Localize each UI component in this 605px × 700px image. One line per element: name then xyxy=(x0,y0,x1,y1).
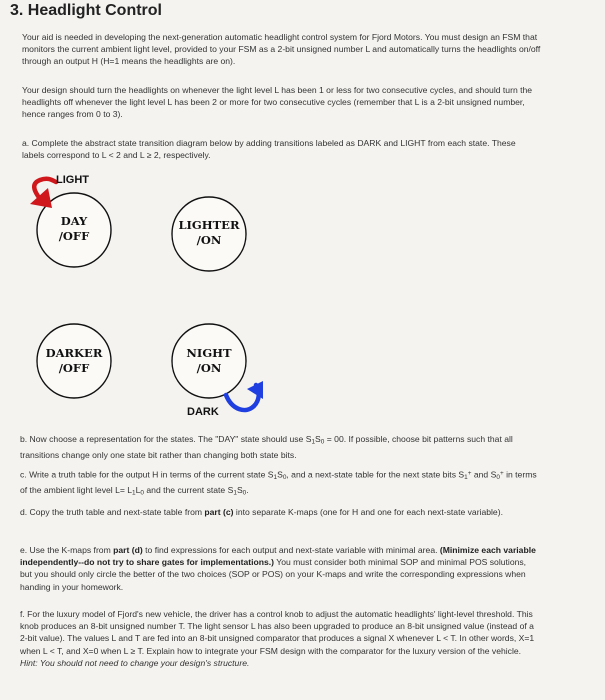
dark-transition-label: DARK xyxy=(187,406,219,418)
state-lighter-name: LIGHTER xyxy=(178,218,240,232)
state-lighter-output: /ON xyxy=(196,233,222,247)
state-night-output: /ON xyxy=(196,361,222,375)
part-a-text: a. Complete the abstract state transition diagram below by adding transitions labeled as DARK and LIGHT from each state. These labels correspond to L < 2 and L ≥ 2, respectively. xyxy=(22,138,516,161)
state-diagram xyxy=(0,168,605,430)
part-d-text: d. Copy the truth table and next-state table from part (c) into separate K-maps (one for H and one for each next-state variable). xyxy=(20,507,503,517)
part-c-text: c. Write a truth table for the output H in terms of the current state $S_1S_0$, and a next-state table for the next state bits $S_1^+$ and $S_0^+$ in terms of the ambient light level $L= L_1L_0$ and the current state $S_1S_0$. xyxy=(20,469,537,497)
state-darker-name: DARKER xyxy=(45,346,103,360)
state-night-name: NIGHT xyxy=(186,346,232,360)
intro-paragraph-1: Your aid is needed in developing the next-generation automatic headlight control system for Fjord Motors. You must design an FSM that monitors the current ambient light level, provided to your FSM as a 2-bit unsigned number L and automatically turns the headlights on/off through an output H (H=1 means the headlights are on). xyxy=(22,32,541,67)
intro-paragraph-2: Your design should turn the headlights on whenever the light level L has been 1 or less for two consecutive cycles, and should turn the headlights off whenever the light level L has been 2 or more for two consecutive cycles (remember that L is a 2-bit unsigned number, hence ranges from 0 to 3). xyxy=(22,85,533,120)
state-night xyxy=(172,324,246,398)
part-f-text: f. For the luxury model of Fjord's new vehicle, the driver has a control knob to adjust the automatic headlights' light-level threshold. This knob produces an 8-bit unsigned number T. The light sensor L has also been upgraded to produce an 8-bit unsigned value (instead of a 2-bit value). The values L and T are fed into an 8-bit unsigned comparator that produces a signal X whenever L < T. In other words, X=1 when L < T, and X=0 when L ≥ T. Explain how to integrate your FSM design with the comparator for the luxury version of the vehicle. Hint: You should not need to change your design's structure. xyxy=(20,609,535,668)
state-darker xyxy=(37,324,111,398)
state-darker-output: /OFF xyxy=(58,361,90,375)
state-day-output: /OFF xyxy=(58,229,90,243)
light-transition-label: LIGHT xyxy=(56,174,89,186)
part-b-text: b. Now choose a representation for the states. The "DAY" state should use $S_1S_0 = 00$. If possible, choose bit patterns such that all transitions change only one state bit rather than changing both state bits. xyxy=(20,434,513,460)
state-day-name: DAY xyxy=(60,214,88,228)
part-e-text: e. Use the K-maps from part (d) to find expressions for each output and next-state variable with minimal area. (Minimize each variable independently--do not try to share gates for implementations.) You must consider both minimal SOP and minimal POS solutions, but you should only circle the better of the two choices (SOP or POS) on your K-maps and write the corresponding expressions when handing in your homework. xyxy=(20,545,536,592)
state-lighter xyxy=(172,197,246,271)
page-title: 3. Headlight Control xyxy=(10,2,162,19)
